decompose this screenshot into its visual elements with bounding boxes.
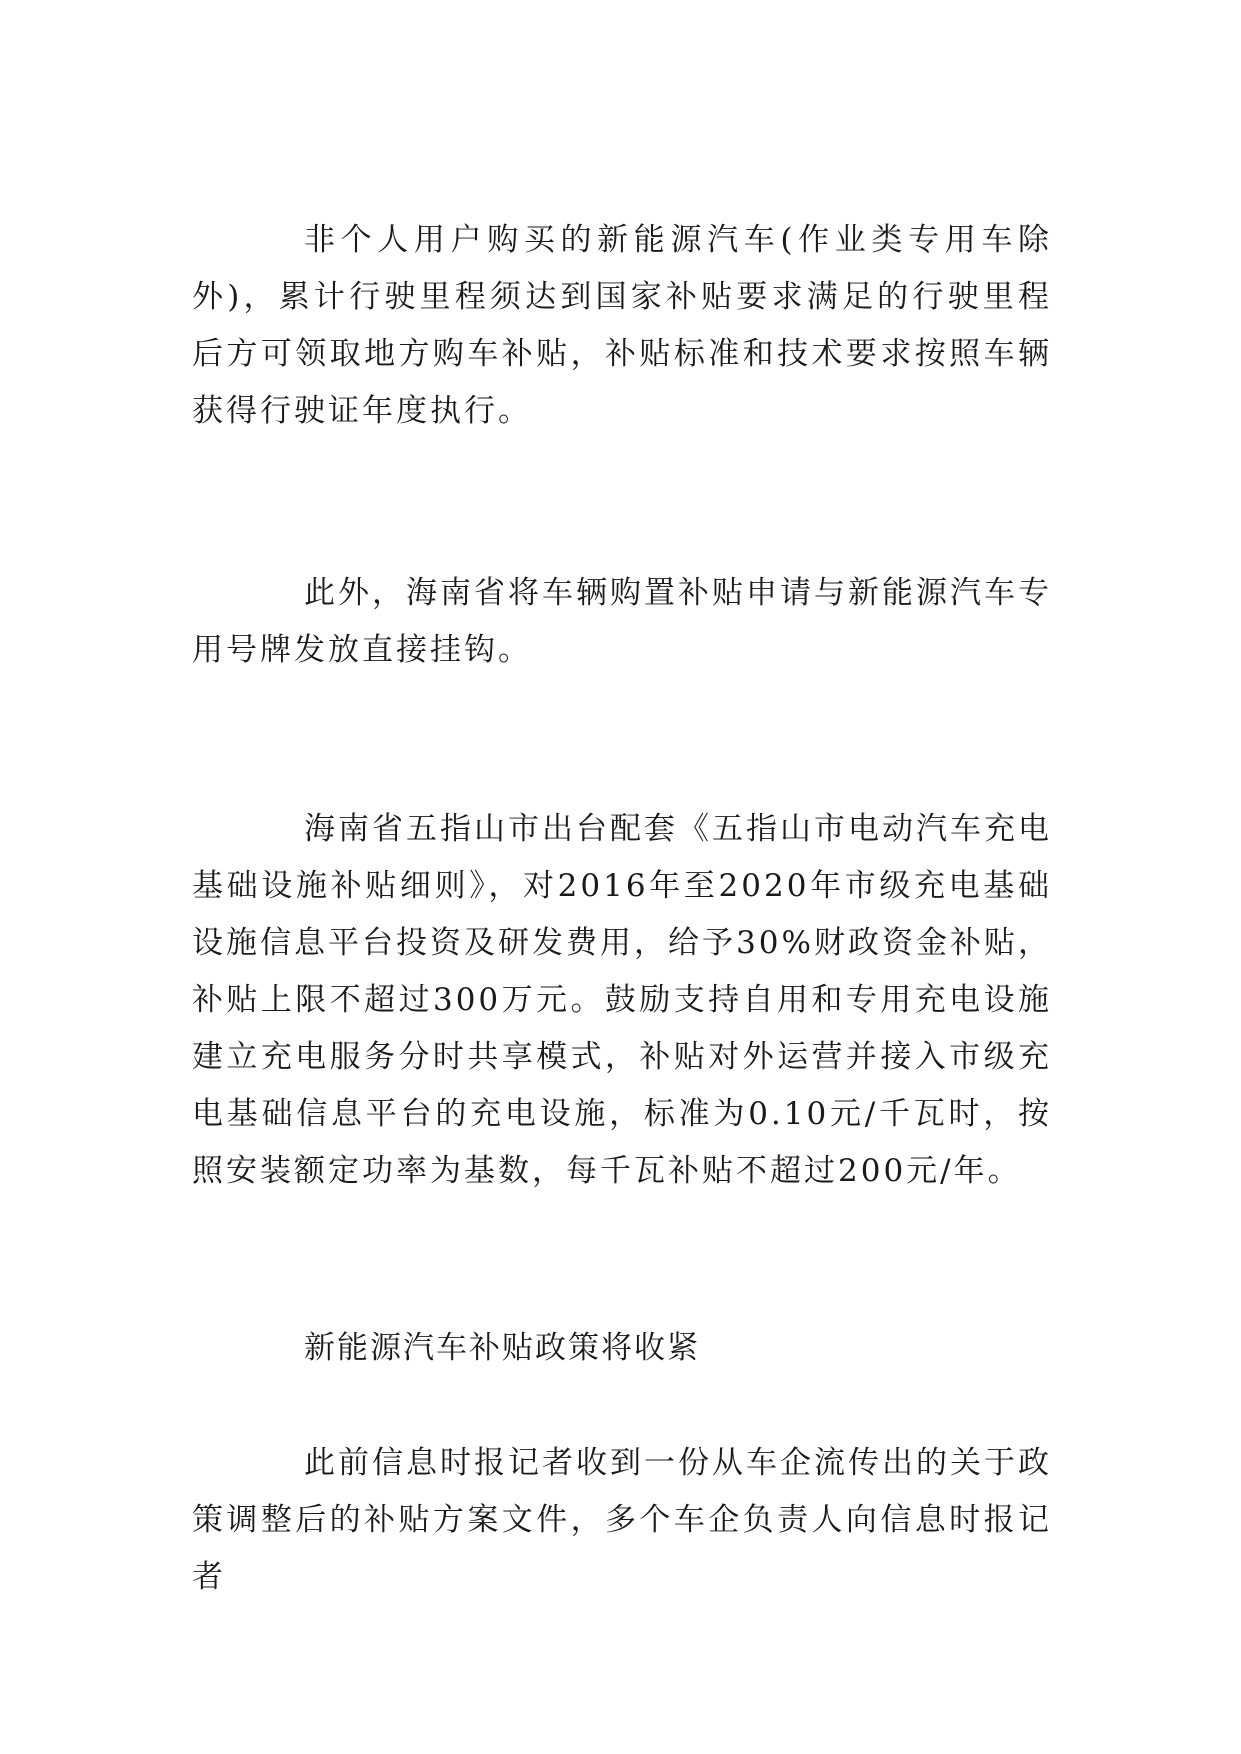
paragraph-3: 海南省五指山市出台配套《五指山市电动汽车充电基础设施补贴细则》，对2016年至2020年市级充电基础设施信息平台投资及研发费用，给予30%财政资金补贴，补贴上限不超过300万元。鼓励支持自用和专用充电设施建立充电服务分时共享模式，补贴对外运营并接入市级充电基础信息平台的充电设施，标准为0.10元/千瓦时，按照安装额定功率为基数，每千瓦补贴不超过200元/年。 [192,811,1052,1189]
paragraph-1: 非个人用户购买的新能源汽车(作业类专用车除外)，累计行驶里程须达到国家补贴要求满足的行驶里程后方可领取地方购车补贴，补贴标准和技术要求按照车辆获得行驶证年度执行。 [192,222,1052,429]
paragraph-2: 此外，海南省将车辆购置补贴申请与新能源汽车专用号牌发放直接挂钩。 [192,575,1052,668]
paragraph-4: 此前信息时报记者收到一份从车企流传出的关于政策调整后的补贴方案文件，多个车企负责人向信息时报记者 [192,1445,1052,1595]
section-heading: 新能源汽车补贴政策将收紧 [304,1330,700,1366]
